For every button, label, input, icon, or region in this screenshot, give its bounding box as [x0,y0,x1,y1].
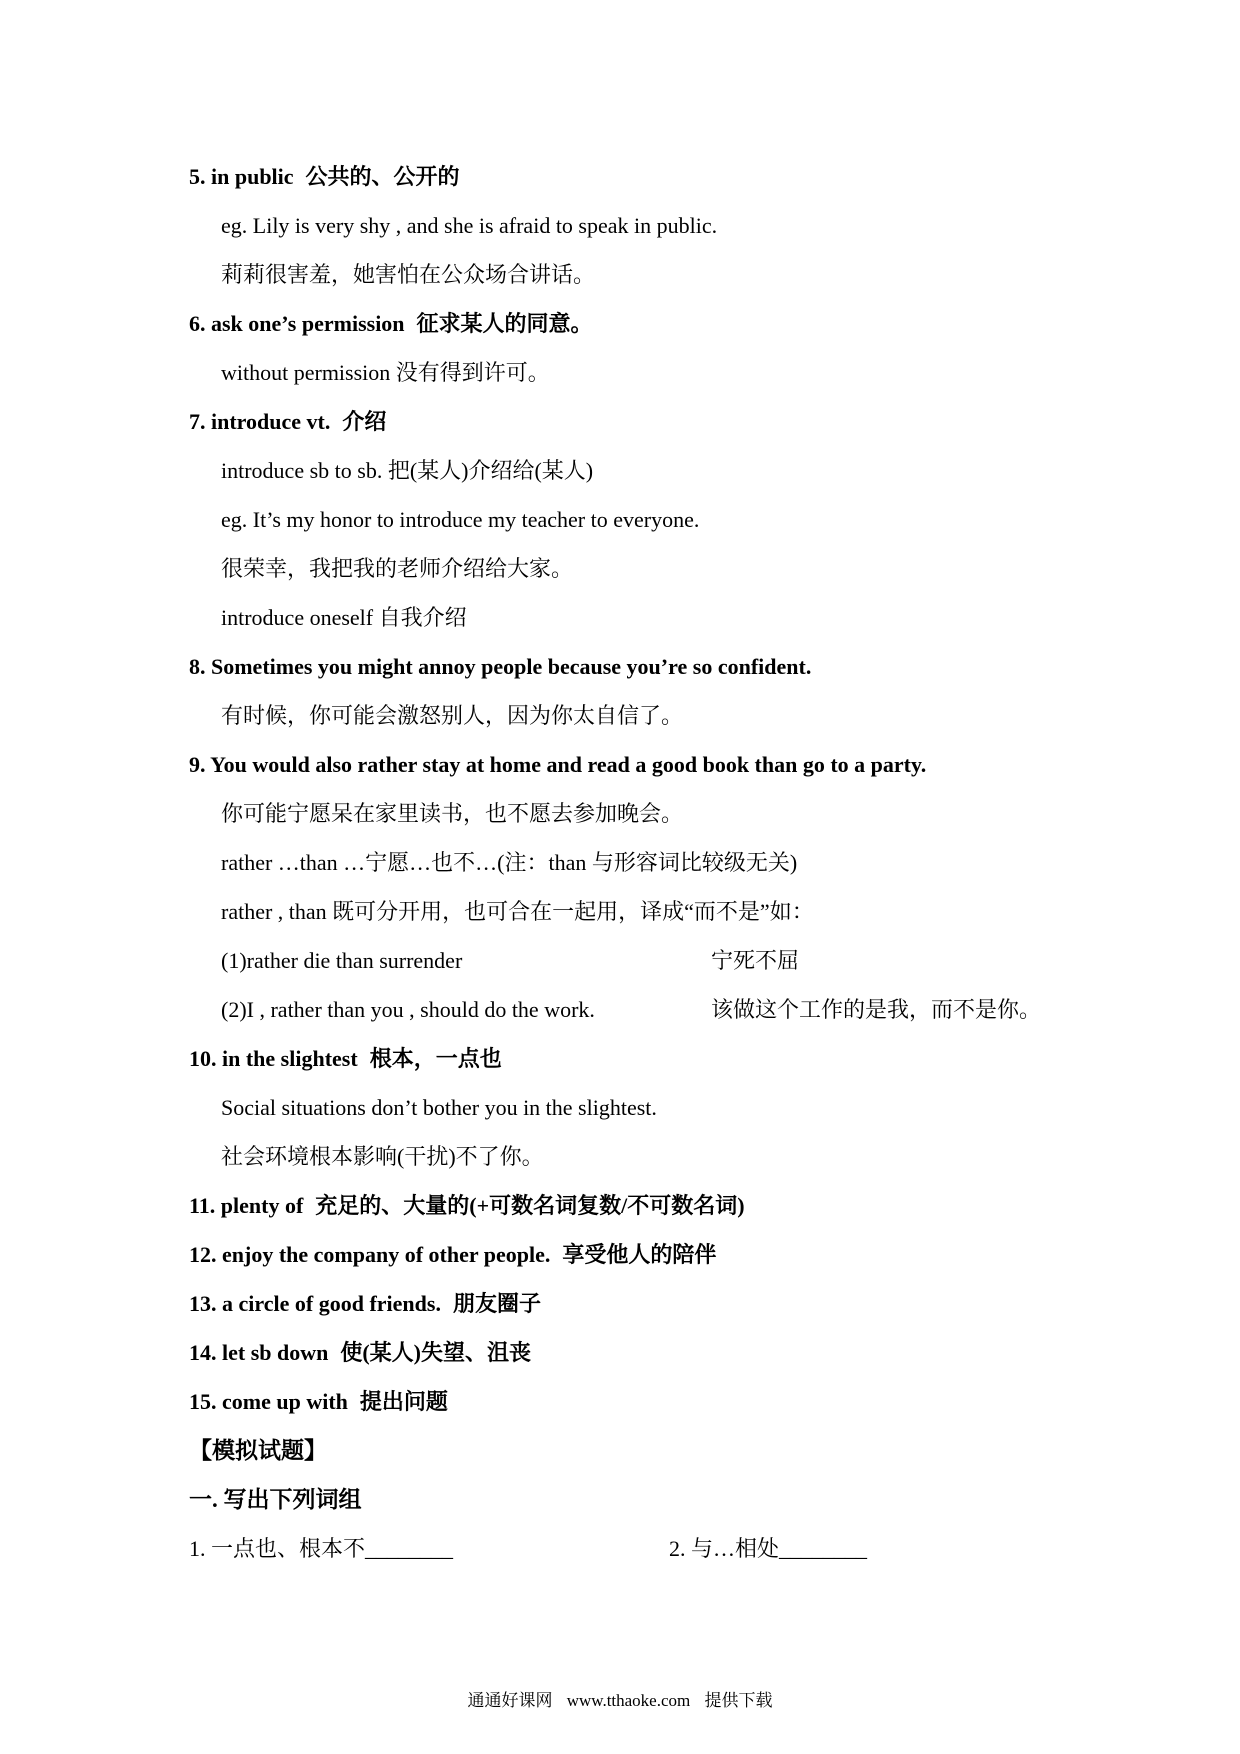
body-line: 很荣幸，我把我的老师介绍给大家。 [221,556,574,581]
part-title: 一. 写出下列词组 [189,1487,362,1512]
example-english: (2)I , rather than you , should do the work. [221,997,595,1022]
heading-line [189,152,1089,201]
body-line: eg. Lily is very shy , and she is afraid to speak in public. [221,213,718,238]
heading-english: 8. Sometimes you might annoy people because you’re so confident. [189,654,812,679]
example-line [189,936,1089,985]
heading-line [189,1181,1089,1230]
question-row [189,1524,1089,1573]
heading-line [189,1034,1089,1083]
heading-chinese: 享受他人的陪伴 [562,1242,717,1267]
heading-english: 9. You would also rather stay at home and read a good book than go to a party. [189,752,927,777]
heading-english: 6. ask one’s permission [189,311,405,336]
body-line: 你可能宁愿呆在家里读书，也不愿去参加晚会。 [221,801,684,826]
heading-chinese: 根本，一点也 [369,1046,502,1071]
example-english: (1)rather die than surrender [221,948,463,973]
heading-english: 11. plenty of [189,1193,304,1218]
footer-url: www.tthaoke.com [566,1691,691,1710]
heading-chinese: 介绍 [342,409,387,434]
heading-chinese: 充足的、大量的(+可数名词复数/不可数名词) [315,1193,745,1218]
heading-chinese: 公共的、公开的 [305,164,460,189]
heading-line [189,642,1089,691]
document-body [189,152,1089,1573]
body-line: rather , than 既可分开用，也可合在一起用，译成“而不是”如： [221,899,814,924]
heading-line [189,1279,1089,1328]
heading-chinese: 征求某人的同意。 [416,311,593,336]
heading-chinese: 朋友圈子 [452,1291,541,1316]
footer-note: 提供下载 [704,1691,773,1710]
heading-english: 10. in the slightest [189,1046,358,1071]
heading-line [189,1328,1089,1377]
body-line: 莉莉很害羞，她害怕在公众场合讲话。 [221,262,596,287]
heading-line [189,299,1089,348]
body-line: introduce sb to sb. 把(某人)介绍给(某人) [221,458,594,483]
heading-chinese: 使(某人)失望、沮丧 [340,1340,532,1365]
heading-english: 14. let sb down [189,1340,329,1365]
heading-english: 13. a circle of good friends. [189,1291,441,1316]
section-title: 【模拟试题】 [189,1438,327,1463]
heading-line [189,1230,1089,1279]
heading-line [189,397,1089,446]
heading-english: 12. enjoy the company of other people. [189,1242,551,1267]
heading-english: 5. in public [189,164,294,189]
heading-english: 15. come up with [189,1389,348,1414]
heading-line [189,1377,1089,1426]
body-line: 有时候，你可能会激怒别人，因为你太自信了。 [221,703,684,728]
footer-site-name: 通通好课网 [467,1691,553,1710]
example-chinese: 宁死不屈 [711,948,800,973]
body-line: eg. It’s my honor to introduce my teacher to everyone. [221,507,700,532]
body-line: 社会环境根本影响(干扰)不了你。 [221,1144,544,1169]
body-line: introduce oneself 自我介绍 [221,605,467,630]
example-chinese: 该做这个工作的是我，而不是你。 [711,997,1042,1022]
question-item: 2. 与…相处________ [669,1536,868,1561]
question-item: 1. 一点也、根本不________ [189,1536,454,1561]
body-line: Social situations don’t bother you in the slightest. [221,1095,657,1120]
heading-chinese: 提出问题 [359,1389,448,1414]
example-line [189,985,1089,1034]
heading-english: 7. introduce vt. [189,409,331,434]
body-line: rather …than …宁愿…也不…(注：than 与形容词比较级无关) [221,850,798,875]
body-line: without permission 没有得到许可。 [221,360,550,385]
page-footer [0,1686,1240,1711]
heading-line [189,740,1089,789]
